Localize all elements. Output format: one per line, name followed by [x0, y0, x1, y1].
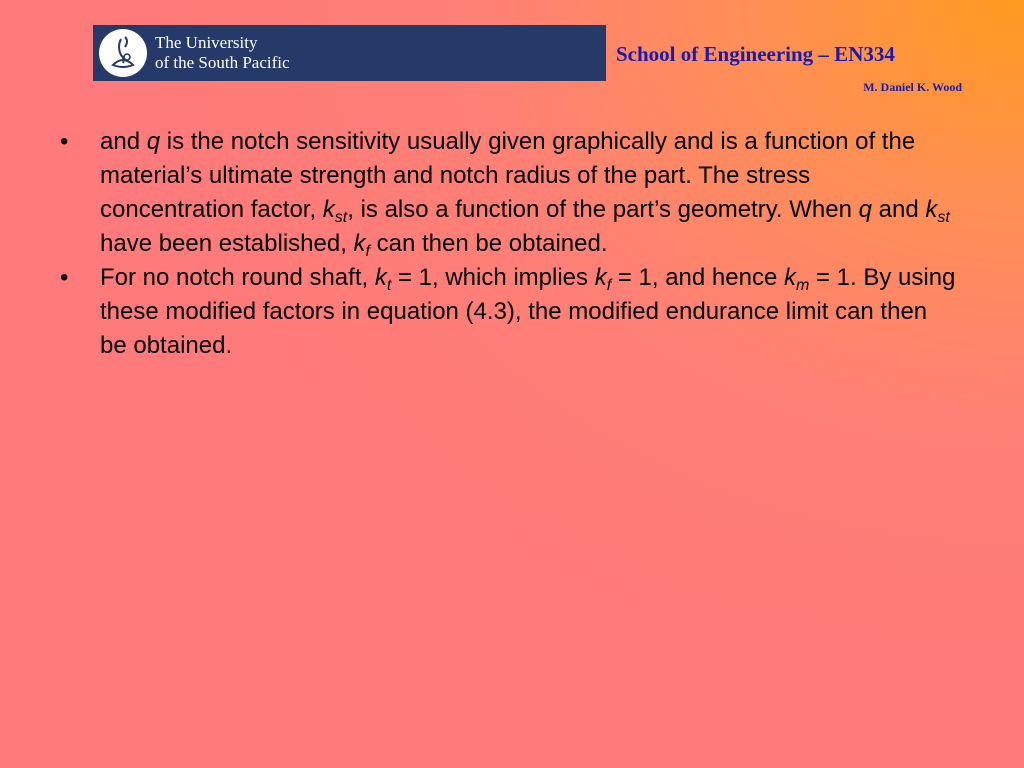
text: and: [871, 196, 926, 223]
slide-body: [60, 125, 960, 363]
subscript: f: [606, 277, 612, 294]
logo-text-line2: of the South Pacific: [155, 53, 290, 72]
symbol-k: k: [925, 196, 938, 223]
symbol-k: k: [594, 264, 607, 291]
symbol-k: k: [322, 196, 335, 223]
slide-header-title: School of Engineering – EN334: [616, 42, 895, 66]
symbol-k: k: [374, 264, 387, 291]
symbol-k: k: [783, 264, 796, 291]
text: = 1. By using these modified factors in equation (4.3), the modified endurance limit can then be obtained.: [100, 264, 956, 359]
bullet-point: [60, 261, 960, 363]
symbol-k: k: [353, 230, 366, 257]
text: can then be obtained.: [369, 230, 608, 257]
text: = 1, and hence: [611, 264, 784, 291]
bullet-point: [60, 125, 960, 261]
subscript: f: [365, 243, 370, 260]
subscript: st: [937, 209, 950, 226]
symbol-q: q: [858, 196, 872, 223]
subscript: st: [334, 209, 348, 226]
text: have been established,: [100, 230, 354, 257]
symbol-q: q: [146, 128, 161, 155]
text: For no notch round shaft,: [100, 264, 375, 291]
text: , is also a function of the part’s geometry. When: [347, 196, 859, 223]
subscript: m: [795, 277, 810, 294]
author-name: M. Daniel K. Wood: [863, 80, 962, 94]
university-crest-icon: [99, 29, 147, 77]
logo-text-line1: The University: [155, 33, 258, 52]
text: and: [100, 128, 147, 155]
text: = 1, which implies: [391, 264, 595, 291]
bullet-marker: •: [60, 128, 69, 155]
bullet-marker: •: [60, 264, 69, 291]
text: is the notch sensitivity usually given graphically and is a function of the material’s ultimate strength and notch radius of the part. The stress concentration factor,: [100, 128, 916, 223]
university-logo-banner: [93, 25, 606, 81]
subscript: t: [386, 277, 392, 294]
